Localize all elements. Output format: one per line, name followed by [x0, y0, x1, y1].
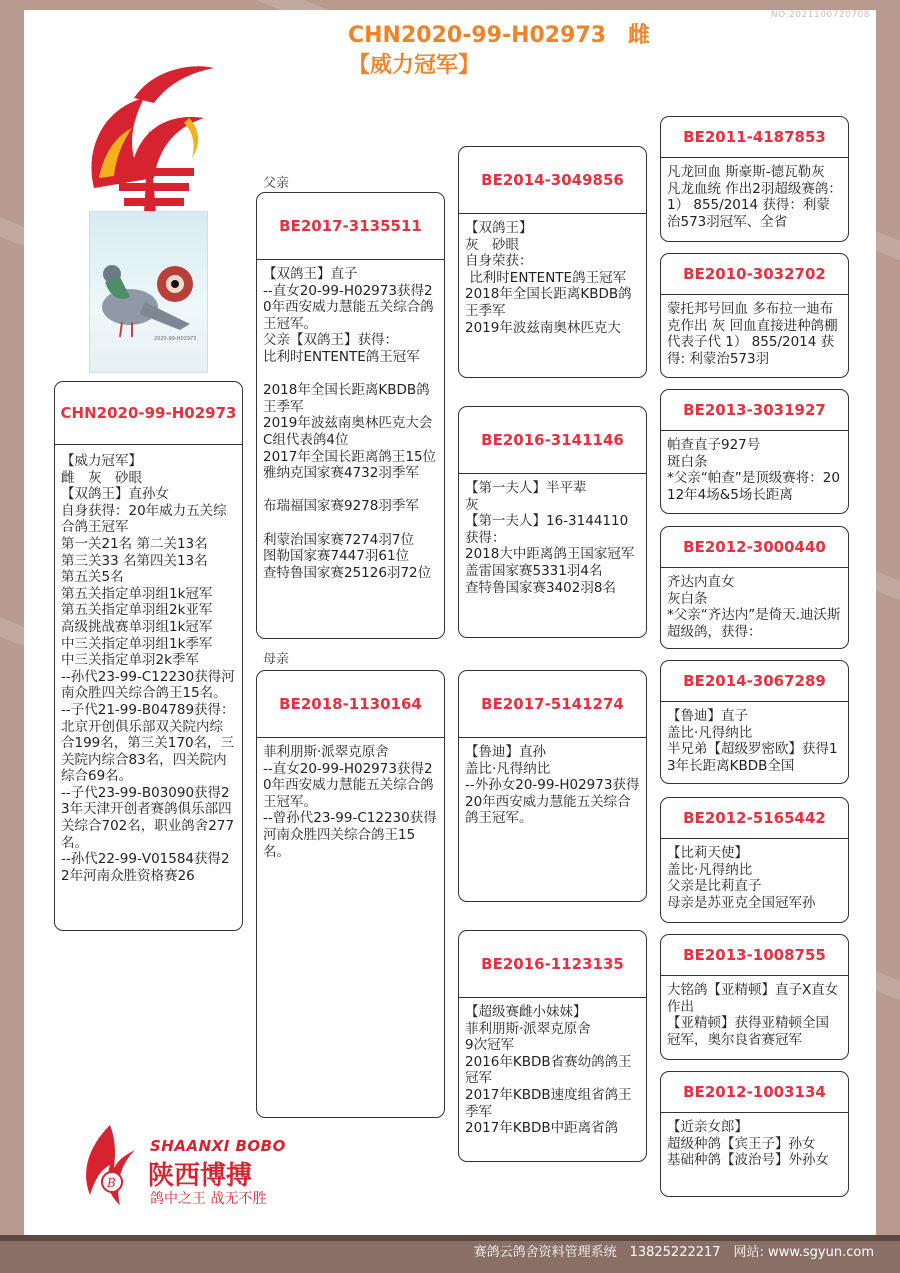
fm-details: 【第一夫人】半平辈 灰 【第一夫人】16-3144110获得： 2018大中距离鸽王国家冠军 盖雷国家赛5331羽4名 查特鲁国家赛3402羽8名 — [465, 480, 635, 596]
g5-ring: BE2012-5165442 — [661, 798, 848, 839]
mother-card — [256, 670, 445, 1118]
great-grandparent-card — [660, 660, 849, 784]
g7-details: 【近亲女郎】 超级种鸽【宾王子】孙女 基础种鸽【波治号】外孙女 — [667, 1119, 829, 1169]
brand-chinese: 陕西博搏 — [148, 1161, 253, 1191]
mf-details: 【鲁迪】直孙 盖比·凡得纳比 --外孙女20-99-H02973获得20年西安威力慧能五关综合鸽王冠军。 — [465, 744, 640, 827]
g6-details: 大铭鸽【亚精顿】直子X直女作出 【亚精顿】获得亚精顿全国冠军，奥尔良省赛冠军 — [667, 982, 839, 1048]
g6-ring: BE2013-1008755 — [661, 935, 848, 976]
g7-ring: BE2012-1003134 — [661, 1072, 848, 1113]
great-grandparent-card — [660, 797, 849, 923]
g4-details: 【鲁迪】直子 盖比·凡得纳比 半兄弟【超级罗密欧】获得13年长距离KBDB全国 — [667, 708, 838, 774]
mm-ring: BE2016-1123135 — [459, 931, 646, 998]
granddam-maternal-card — [458, 930, 647, 1162]
mother-details: 菲利朋斯·派翠克原舍 --直女20-99-H02973获得20年西安威力慧能五关综合鸽王冠军。 --曾孙代23-99-C12230获得河南众胜四关综合鸽王15名。 — [263, 744, 437, 860]
g0-ring: BE2011-4187853 — [661, 117, 848, 158]
pigeon-icon — [90, 212, 207, 372]
g4-ring: BE2014-3067289 — [661, 661, 848, 702]
footer-contact: 赛鸽云鸽舍资料管理系统 13825222217 网站: www.sgyun.com — [473, 1245, 874, 1260]
great-grandparent-card — [660, 116, 849, 242]
subject-ring: CHN2020-99-H02973 — [55, 382, 242, 445]
g1-details: 蒙托邦号回血 多布拉一迪布克作出 灰 回血直接进种鸽棚 代表子代 1） 855/2014 获得: 利蒙治573羽 — [667, 301, 842, 367]
father-details: 【双鸽王】直子 --直女20-99-H02973获得20年西安威力慧能五关综合鸽王冠军。 父亲【双鸽王】获得： 比利时ENTENTE鸽王冠军 2018年全国长距离KBDB鸽王季军 2019年波兹南奥林匹克大会C组代表鸽4位 2017年全国长距离鸽王15位 雅纳克国家赛4732羽季军 布瑞福国家赛9278羽季军 利蒙治国家赛7274羽7位 图勒国家赛7447羽61位 查特鲁国家赛25126羽72位 — [263, 266, 437, 581]
page-subtitle: 【威力冠军】 — [348, 53, 481, 78]
father-ring: BE2017-3135511 — [257, 193, 444, 260]
g1-ring: BE2010-3032702 — [661, 254, 848, 295]
g3-details: 齐达内直女 灰白条 *父亲“齐达内”是倚天.迪沃斯超级鸽，获得： — [667, 574, 841, 640]
great-grandparent-card — [660, 1071, 849, 1197]
g3-ring: BE2012-3000440 — [661, 527, 848, 568]
subject-card — [54, 381, 243, 931]
great-grandparent-card — [660, 389, 849, 514]
brand-logo-icon — [70, 1120, 150, 1210]
mother-label: 母亲 — [263, 652, 290, 667]
subject-details: 【威力冠军】 雌 灰 砂眼 【双鸽王】直孙女 自身获得：20年威力五关综合鸽王冠军 第一关21名 第二关13名 第三关33 名第四关13名 第五关5名 第五关指定单羽组1k冠军 第五关指定单羽组2k亚军 高级挑战赛单羽组1k冠军 中三关指定单羽组1k季军 中三关指定单羽2k季军 --孙代23-99-C12230获得河南众胜四关综合鸽王15名。 --子代21-99-B04789获得：北京开创俱乐部双关院内综合199名，第三关170名，三关院内综合83名，四关院内综合69名。 --子代23-99-B03090获得23年天津开创者赛鸽俱乐部四关综合702名，职业鸽舍277名。 --孙代22-99-V01584获得22年河南众胜资格赛26 — [61, 453, 235, 884]
pigeon-photo — [89, 211, 208, 373]
ff-ring: BE2014-3049856 — [459, 147, 646, 214]
svg-text:B: B — [107, 1176, 116, 1190]
ff-details: 【双鸽王】 灰 砂眼 自身荣获： 比利时ENTENTE鸽王冠军 2018年全国长距离KBDB鸽王季军 2019年波兹南奥林匹克大 — [465, 220, 632, 336]
great-grandparent-card — [660, 526, 849, 649]
father-label: 父亲 — [263, 176, 290, 191]
grandsire-paternal-card — [458, 146, 647, 378]
g0-details: 凡龙回血 斯豪斯-德瓦勒灰 凡龙血统 作出2羽超级赛鸽：1） 855/2014 获得：利蒙治573羽冠军、全省 — [667, 164, 842, 230]
g2-ring: BE2013-3031927 — [661, 390, 848, 431]
great-grandparent-card — [660, 253, 849, 378]
g2-details: 帕查直子927号 斑白条 *父亲“帕查”是顶级赛将：2012年4场&5场长距离 — [667, 437, 840, 503]
g5-details: 【比莉天使】 盖比·凡得纳比 父亲是比莉直子 母亲是苏亚克全国冠军孙 — [667, 845, 816, 911]
mother-ring: BE2018-1130164 — [257, 671, 444, 738]
mf-ring: BE2017-5141274 — [459, 671, 646, 738]
fm-ring: BE2016-3141146 — [459, 407, 646, 474]
grandsire-maternal-card — [458, 670, 647, 902]
page-title: CHN2020-99-H02973 雌 — [348, 23, 651, 48]
great-grandparent-card — [660, 934, 849, 1060]
brand-english: SHAANXI BOBO — [150, 1137, 286, 1155]
granddam-paternal-card — [458, 406, 647, 638]
mm-details: 【超级赛雌小妹妹】 菲利朋斯·派翠克原舍 9次冠军 2016年KBDB省赛幼鸽鸽王冠军 2017年KBDB速度组省鸽王季军 2017年KBDB中距离省鸽 — [465, 1004, 632, 1137]
brand-slogan: 鸽中之王 战无不胜 — [150, 1191, 267, 1207]
serial-number: NO:2021100720708 — [770, 10, 870, 20]
father-card — [256, 192, 445, 639]
phoenix-logo-icon — [74, 58, 224, 218]
photo-caption: 2020-99-H02973 — [154, 336, 197, 342]
